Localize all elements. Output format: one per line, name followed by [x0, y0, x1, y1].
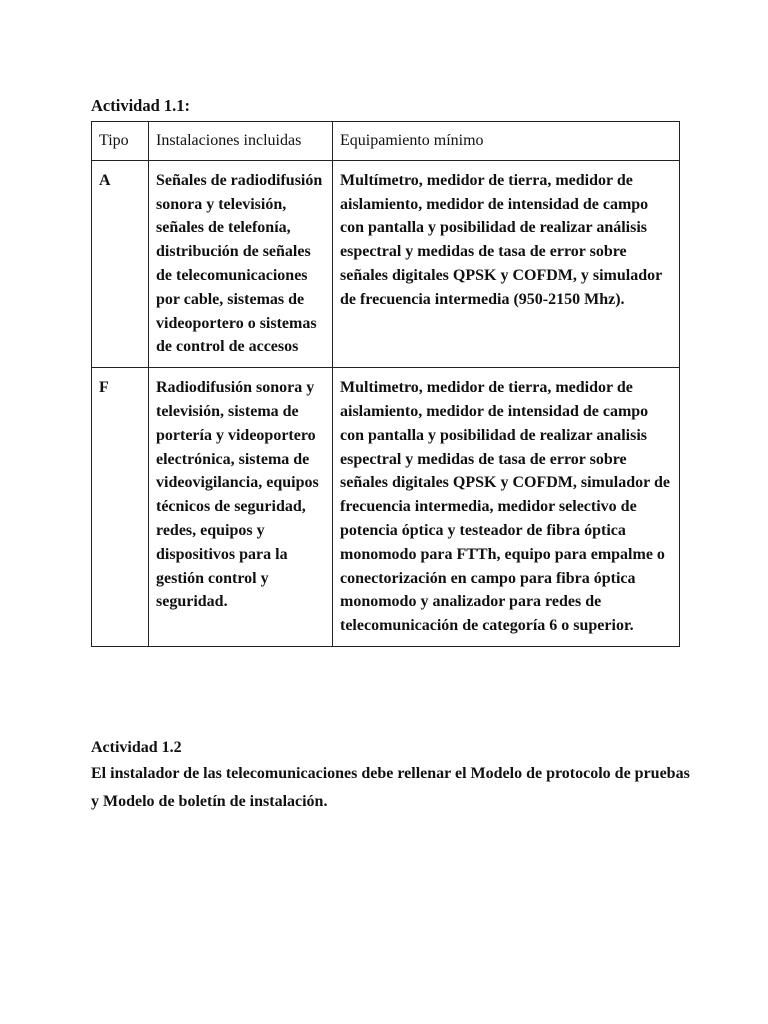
cell-instalaciones: Radiodifusión sonora y televisión, sistema de portería y videoportero electrónica, sistema de videovigilancia, equipos técnicos de seguridad, redes, equipos y dispositivos para la gestión control y seguridad. [149, 368, 333, 647]
installation-types-table [91, 121, 680, 647]
table-row [92, 368, 680, 647]
table-row [92, 160, 680, 367]
header-equipamiento: Equipamiento mínimo [333, 122, 680, 161]
activity-1-2-heading: Actividad 1.2 [91, 739, 182, 756]
header-instalaciones: Instalaciones incluidas [149, 122, 333, 161]
cell-instalaciones: Señales de radiodifusión sonora y televisión, señales de telefonía, distribución de señales de telecomunicaciones por cable, sistemas de videoportero o sistemas de control de accesos [149, 160, 333, 367]
activity-1-2-section [91, 736, 691, 816]
cell-equipamiento: Multimetro, medidor de tierra, medidor de aislamiento, medidor de intensidad de campo con pantalla y posibilidad de realizar analisis espectral y medidas de tasa de error sobre señales digitales QPSK y COFDM, simulador de frecuencia intermedia, medidor selectivo de potencia óptica y testeador de fibra óptica monomodo para FTTh, equipo para empalme o conectorización en campo para fibra óptica monomodo y analizador para redes de telecomunicación de categoría 6 o superior. [333, 368, 680, 647]
table-header-row [92, 122, 680, 161]
cell-equipamiento: Multímetro, medidor de tierra, medidor de aislamiento, medidor de intensidad de campo con pantalla y posibilidad de realizar análisis espectral y medidas de tasa de error sobre señales digitales QPSK y COFDM, y simulador de frecuencia intermedia (950-2150 Mhz). [333, 160, 680, 367]
cell-tipo: A [92, 160, 149, 367]
header-tipo: Tipo [92, 122, 149, 161]
activity-1-2-body: El instalador de las telecomunicaciones debe rellenar el Modelo de protocolo de pruebas y Modelo de boletín de instalación. [91, 765, 690, 810]
cell-tipo: F [92, 368, 149, 647]
activity-1-1-heading: Actividad 1.1: [91, 96, 190, 115]
